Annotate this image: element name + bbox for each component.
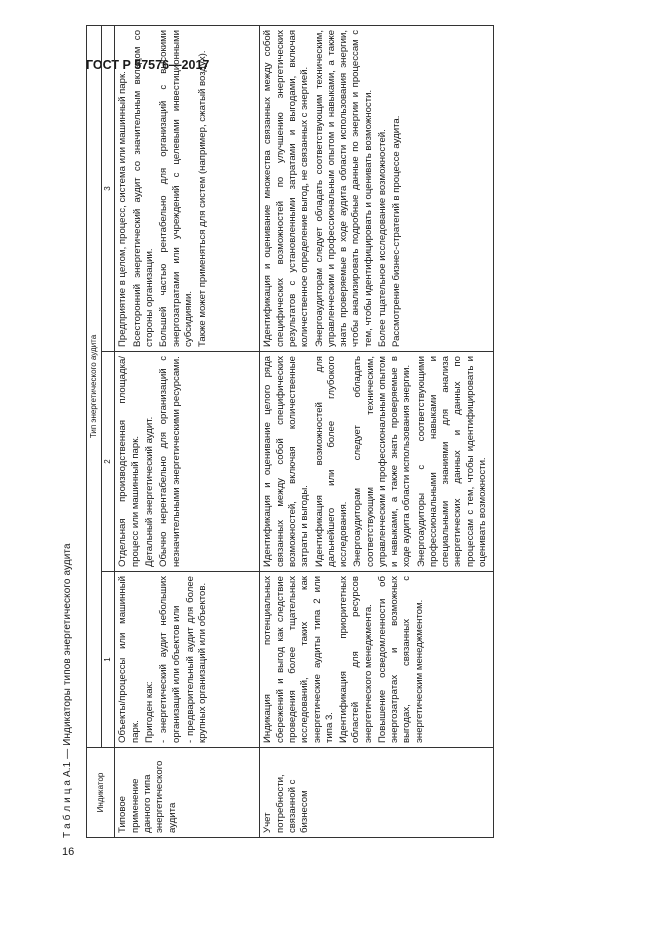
row-1-indicator: Типовое применение данного типа энергетического аудита bbox=[115, 748, 260, 838]
cell-paragraph: Идентификация приоритетных областей для ресурсов энергетического менеджмента. bbox=[338, 576, 374, 743]
header-col-1: 1 bbox=[102, 572, 115, 748]
cell-paragraph: Обычно нерентабельно для организаций с незначительными энергетическими ресурсами. bbox=[158, 356, 182, 567]
row-1-col-3 bbox=[115, 25, 260, 351]
cell-paragraph: Объекты/процессы или машинный парк. bbox=[117, 576, 141, 743]
cell-paragraph: Более тщательное исследование возможностей. bbox=[376, 129, 388, 347]
row-2-col-3 bbox=[260, 25, 494, 351]
table-caption: Т а б л и ц а А.1 — Индикаторы типов энергетического аудита bbox=[62, 543, 73, 838]
cell-paragraph: Рассмотрение бизнес-стратегий в процессе аудита. bbox=[391, 115, 403, 347]
row-2-indicator: Учет потребности, связанной с бизнесом bbox=[260, 748, 494, 838]
cell-paragraph: Предприятие в целом, процесс, система или машинный парк. bbox=[117, 71, 129, 347]
cell-paragraph: Детальный энергетический аудит. bbox=[144, 416, 155, 567]
header-types-group: Тип энергетического аудита bbox=[87, 25, 102, 747]
cell-paragraph: Также может применяться для систем (например, сжатый воздух). bbox=[197, 50, 209, 347]
cell-paragraph: Идентификация и оценивание множества связанных между собой специфических возможностей по улучшению энергетических результатов с установленными затратами и выгодами, включая количественное определение выгод, не связанных с энергией. bbox=[262, 29, 311, 347]
cell-paragraph: Большей частью рентабельно для организаций с высокими энергозатратами или учреждений с целевыми инвестиционными субсидиями. bbox=[158, 29, 194, 347]
header-indicator: Индикатор bbox=[87, 748, 115, 838]
document-header: ГОСТ Р 57576—2017 bbox=[86, 58, 210, 72]
cell-paragraph: Пригоден как: bbox=[144, 681, 155, 743]
table-row bbox=[260, 25, 494, 837]
header-col-3: 3 bbox=[102, 25, 115, 351]
cell-paragraph: Энергоаудиторам следует обладать соответствующим техническим, управленческим и профессиональным опытом и навыками, а также знать проверяемые в ходе аудита области использования энергии, чтобы анализировать подробные данные по энергии и процессам с тем, чтобы идентифицировать и оценивать возможности. bbox=[313, 29, 374, 347]
cell-paragraph: Отдельная производственная площадка/процесс или машинный парк. bbox=[117, 356, 141, 567]
row-1-col-2 bbox=[115, 352, 260, 572]
row-2-col-2 bbox=[260, 352, 494, 572]
cell-paragraph: - предварительный аудит для более крупных организаций или объектов. bbox=[184, 576, 209, 743]
row-2-col-1 bbox=[260, 572, 494, 748]
table-number-row bbox=[102, 25, 115, 837]
cell-paragraph: Повышение осведомленности об энергозатратах и возможных выгодах, связанных с энергетическим менеджментом. bbox=[376, 576, 425, 743]
audit-types-table bbox=[86, 25, 494, 838]
header-col-2: 2 bbox=[102, 352, 115, 572]
cell-paragraph: Индикация потенциальных сбережений и выгод как следствие проведения более тщательных исследований, таких как энергетические аудиты типа 2 или типа 3. bbox=[262, 576, 335, 743]
cell-paragraph: Всесторонний энергетический аудит со значительным вкладом со стороны организации. bbox=[131, 29, 155, 347]
cell-paragraph: Идентификация и оценивание целого ряда связанных между собой специфических возможностей, включая количественные затраты и выгоды. bbox=[262, 356, 311, 567]
cell-paragraph: Энергоаудиторам следует обладать соответствующим техническим, управленческим и профессиональным опытом и навыками, а также знать проверяемые в ходе аудита области использования энергии. bbox=[352, 356, 413, 567]
rotated-table-area bbox=[62, 26, 502, 838]
cell-paragraph: Энергоаудиторы с соответствующими профессиональными навыками и специальными знаниями для анализа энергетических данных и данных по процессам с тем, чтобы идентифицировать и оценивать возможности. bbox=[415, 356, 488, 567]
page-number: 16 bbox=[62, 846, 75, 858]
cell-paragraph: - энергетический аудит небольших организаций или объектов или bbox=[158, 576, 182, 743]
table-header-row bbox=[87, 25, 102, 837]
table-row bbox=[115, 25, 260, 837]
cell-paragraph: Идентификация возможностей для дальнейшего или более глубокого исследования. bbox=[313, 356, 350, 567]
row-1-col-1 bbox=[115, 572, 260, 748]
